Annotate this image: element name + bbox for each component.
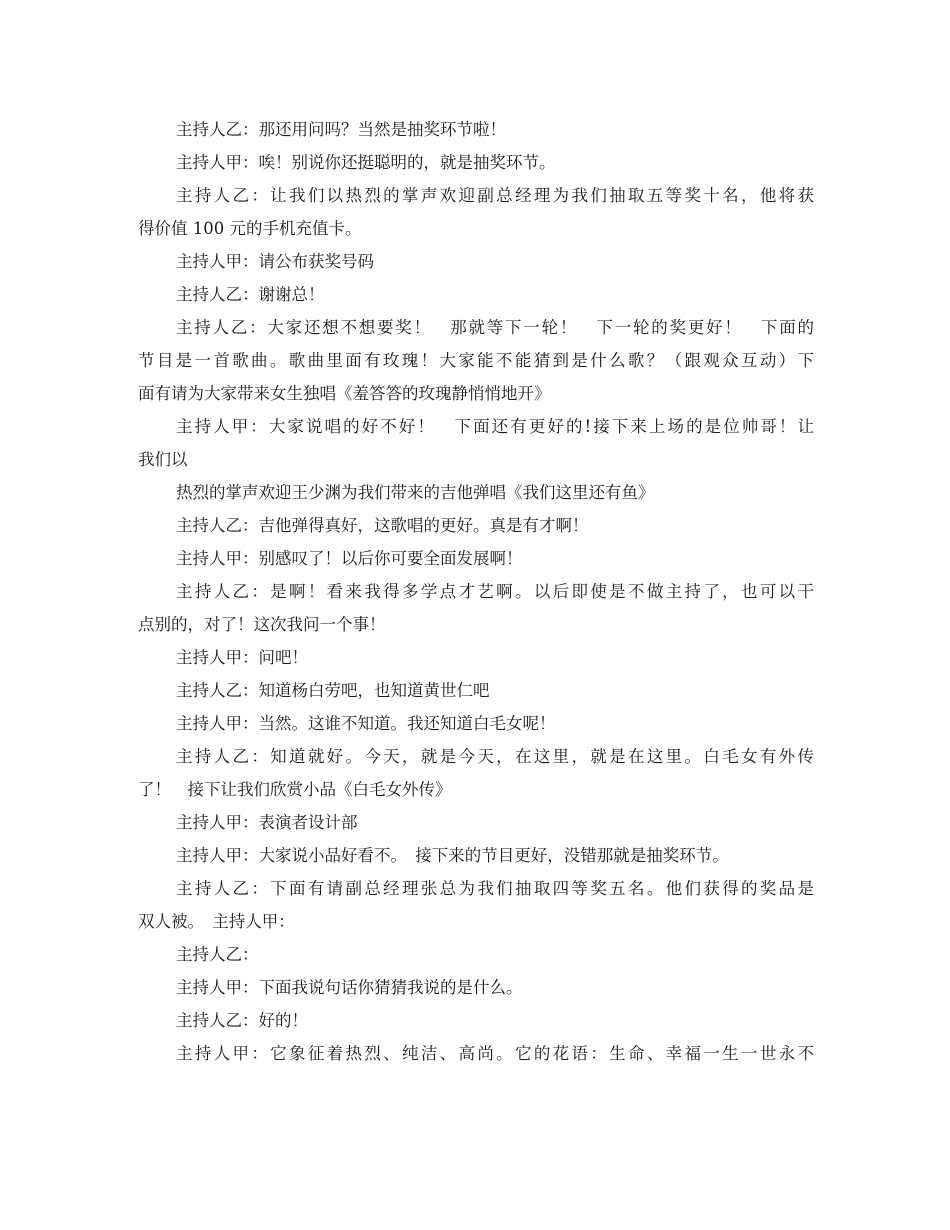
text-line: 我们以 <box>138 450 188 469</box>
text-line: 主持人甲：别感叹了！以后你可要全面发展啊！ <box>176 549 523 568</box>
text-line: 主持人乙：吉他弹得真好，这歌唱的更好。真是有才啊！ <box>176 516 589 535</box>
text-line: 主持人甲：当然。这谁不知道。我还知道白毛女呢！ <box>176 714 556 733</box>
text-line: 了！ 接下让我们欣赏小品《白毛女外传》 <box>138 780 452 799</box>
text-line: 主持人乙：大家还想不想要奖！ 那就等下一轮！ 下一轮的奖更好！ 下面的 <box>176 318 814 337</box>
text-line: 主持人甲：大家说唱的好不好！ 下面还有更好的!接下来上场的是位帅哥！让 <box>176 417 814 436</box>
text-line: 主持人甲：它象征着热烈、纯洁、高尚。它的花语：生命、幸福一生一世永不 <box>176 1044 814 1063</box>
text-line: 主持人甲：下面我说句话你猜猜我说的是什么。 <box>176 978 523 997</box>
text-line: 主持人甲：请公布获奖号码 <box>176 252 374 271</box>
text-line: 主持人乙： <box>176 945 259 964</box>
text-line: 双人被。 主持人甲： <box>138 912 295 931</box>
text-line: 主持人乙：知道杨白劳吧，也知道黄世仁吧 <box>176 681 490 700</box>
text-line: 主持人甲：表演者设计部 <box>176 813 358 832</box>
text-line: 点别的，对了！这次我问一个事！ <box>138 615 386 634</box>
text-line: 主持人乙：下面有请副总经理张总为我们抽取四等奖五名。他们获得的奖品是 <box>176 879 814 898</box>
text-line: 主持人乙：好的！ <box>176 1011 308 1030</box>
text-line: 主持人乙：知道就好。今天，就是今天，在这里，就是在这里。白毛女有外传 <box>176 747 814 766</box>
text-line: 节目是一首歌曲。歌曲里面有玫瑰！大家能不能猜到是什么歌？（跟观众互动）下 <box>138 351 814 370</box>
text-line: 主持人甲：问吧！ <box>176 648 308 667</box>
text-line: 主持人乙：谢谢总！ <box>176 285 325 304</box>
text-line: 得价值 100 元的手机充值卡。 <box>138 219 362 238</box>
text-line: 主持人乙：那还用问吗？当然是抽奖环节啦！ <box>176 120 506 139</box>
text-line: 主持人乙：是啊！看来我得多学点才艺啊。以后即使是不做主持了，也可以干 <box>176 582 814 601</box>
text-line: 主持人乙：让我们以热烈的掌声欢迎副总经理为我们抽取五等奖十名，他将获 <box>176 186 814 205</box>
text-line: 热烈的掌声欢迎王少渊为我们带来的吉他弹唱《我们这里还有鱼》 <box>176 483 655 502</box>
text-line: 面有请为大家带来女生独唱《羞答答的玫瑰静悄悄地开》 <box>138 384 551 403</box>
text-line: 主持人甲：唉！别说你还挺聪明的，就是抽奖环节。 <box>176 153 556 172</box>
text-line: 主持人甲：大家说小品好看不。 接下来的节目更好，没错那就是抽奖环节。 <box>176 846 729 865</box>
document-body <box>138 113 814 1070</box>
